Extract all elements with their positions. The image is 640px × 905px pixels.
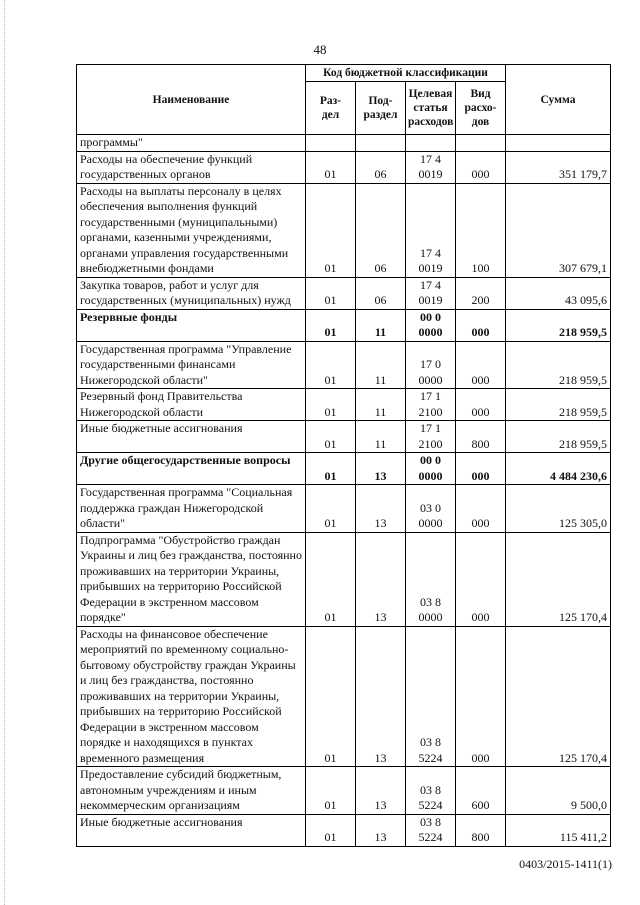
row-vid: 800 bbox=[456, 814, 506, 846]
row-vid bbox=[456, 135, 506, 152]
row-sum: 218 959,5 bbox=[506, 309, 611, 341]
row-sum: 125 170,4 bbox=[506, 626, 611, 767]
row-razdel bbox=[306, 135, 356, 152]
row-razdel: 01 bbox=[306, 341, 356, 389]
row-vid: 000 bbox=[456, 341, 506, 389]
row-podrazdel: 11 bbox=[356, 341, 406, 389]
row-podrazdel: 06 bbox=[356, 183, 406, 277]
header-name: Наименование bbox=[77, 65, 306, 135]
row-sum: 218 959,5 bbox=[506, 341, 611, 389]
row-sum: 307 679,1 bbox=[506, 183, 611, 277]
table-row bbox=[77, 389, 611, 421]
header-podrazdel: Под- раздел bbox=[356, 82, 406, 135]
row-sum: 125 305,0 bbox=[506, 485, 611, 533]
row-name: программы" bbox=[77, 135, 306, 152]
row-tselevaya: 17 0 0000 bbox=[406, 341, 456, 389]
row-tselevaya: 03 8 5224 bbox=[406, 767, 456, 815]
header-sum: Сумма bbox=[506, 65, 611, 135]
row-vid: 000 bbox=[456, 309, 506, 341]
row-name: Иные бюджетные ассигнования bbox=[77, 421, 306, 453]
table-row bbox=[77, 532, 611, 626]
row-razdel: 01 bbox=[306, 183, 356, 277]
row-vid: 000 bbox=[456, 532, 506, 626]
row-razdel: 01 bbox=[306, 421, 356, 453]
row-tselevaya: 00 0 0000 bbox=[406, 309, 456, 341]
document-code: 0403/2015-1411(1) bbox=[519, 857, 612, 871]
header-row-top bbox=[77, 65, 611, 82]
row-tselevaya bbox=[406, 135, 456, 152]
row-razdel: 01 bbox=[306, 626, 356, 767]
row-vid: 800 bbox=[456, 421, 506, 453]
row-podrazdel: 06 bbox=[356, 151, 406, 183]
row-razdel: 01 bbox=[306, 485, 356, 533]
row-razdel: 01 bbox=[306, 389, 356, 421]
row-podrazdel: 11 bbox=[356, 421, 406, 453]
table-row bbox=[77, 767, 611, 815]
row-tselevaya: 03 8 0000 bbox=[406, 532, 456, 626]
row-name: Закупка товаров, работ и услуг для государственных (муниципальных) нужд bbox=[77, 277, 306, 309]
row-razdel: 01 bbox=[306, 453, 356, 485]
row-sum: 125 170,4 bbox=[506, 532, 611, 626]
row-tselevaya: 17 1 2100 bbox=[406, 389, 456, 421]
row-vid: 100 bbox=[456, 183, 506, 277]
row-vid: 200 bbox=[456, 277, 506, 309]
row-podrazdel: 13 bbox=[356, 453, 406, 485]
row-razdel: 01 bbox=[306, 277, 356, 309]
table-row bbox=[77, 626, 611, 767]
row-tselevaya: 17 4 0019 bbox=[406, 183, 456, 277]
row-podrazdel: 13 bbox=[356, 767, 406, 815]
row-podrazdel: 13 bbox=[356, 626, 406, 767]
header-razdel: Раз- дел bbox=[306, 82, 356, 135]
row-tselevaya: 17 4 0019 bbox=[406, 277, 456, 309]
table-row bbox=[77, 135, 611, 152]
page-number: 48 bbox=[313, 42, 327, 57]
row-podrazdel: 06 bbox=[356, 277, 406, 309]
row-sum bbox=[506, 135, 611, 152]
row-vid: 000 bbox=[456, 389, 506, 421]
table-row bbox=[77, 183, 611, 277]
row-name: Государственная программа "Управление государственными финансами Нижегородской области" bbox=[77, 341, 306, 389]
row-name: Расходы на выплаты персоналу в целях обеспечения выполнения функций государственными (муниципальными) органами, казенными учреждениями, органами управления государственными внебюджетными фондами bbox=[77, 183, 306, 277]
row-tselevaya: 00 0 0000 bbox=[406, 453, 456, 485]
row-razdel: 01 bbox=[306, 151, 356, 183]
row-tselevaya: 17 4 0019 bbox=[406, 151, 456, 183]
table-row bbox=[77, 453, 611, 485]
row-name: Предоставление субсидий бюджетным, автономным учреждениям и иным некоммерческим организациям bbox=[77, 767, 306, 815]
row-name: Расходы на обеспечение функций государственных органов bbox=[77, 151, 306, 183]
row-podrazdel: 13 bbox=[356, 532, 406, 626]
row-name: Резервные фонды bbox=[77, 309, 306, 341]
table-row bbox=[77, 151, 611, 183]
table-body bbox=[77, 135, 611, 847]
row-razdel: 01 bbox=[306, 532, 356, 626]
row-podrazdel: 13 bbox=[356, 814, 406, 846]
table-row bbox=[77, 341, 611, 389]
row-podrazdel: 11 bbox=[356, 389, 406, 421]
row-sum: 4 484 230,6 bbox=[506, 453, 611, 485]
row-vid: 000 bbox=[456, 626, 506, 767]
table-header bbox=[77, 65, 611, 135]
row-sum: 43 095,6 bbox=[506, 277, 611, 309]
row-tselevaya: 03 0 0000 bbox=[406, 485, 456, 533]
row-razdel: 01 bbox=[306, 309, 356, 341]
row-vid: 000 bbox=[456, 485, 506, 533]
row-name: Государственная программа "Социальная поддержка граждан Нижегородской области" bbox=[77, 485, 306, 533]
table-row bbox=[77, 309, 611, 341]
table-row bbox=[77, 421, 611, 453]
row-sum: 218 959,5 bbox=[506, 389, 611, 421]
row-vid: 600 bbox=[456, 767, 506, 815]
row-name: Расходы на финансовое обеспечение мероприятий по временному социально-бытовому обустройству граждан Украины и лиц без гражданства, постоянно проживавших на территории Украины, прибывших на территорию Российской Федерации в экстренном массовом порядке и находящихся в пунктах временного размещения bbox=[77, 626, 306, 767]
row-sum: 9 500,0 bbox=[506, 767, 611, 815]
row-tselevaya: 03 8 5224 bbox=[406, 814, 456, 846]
row-vid: 000 bbox=[456, 453, 506, 485]
header-tselevaya: Целевая статья расходов bbox=[406, 82, 456, 135]
row-podrazdel: 11 bbox=[356, 309, 406, 341]
header-vid: Вид расхо- дов bbox=[456, 82, 506, 135]
table-row bbox=[77, 485, 611, 533]
row-sum: 218 959,5 bbox=[506, 421, 611, 453]
row-sum: 351 179,7 bbox=[506, 151, 611, 183]
budget-table bbox=[76, 64, 611, 847]
table-row bbox=[77, 277, 611, 309]
row-sum: 115 411,2 bbox=[506, 814, 611, 846]
row-razdel: 01 bbox=[306, 814, 356, 846]
scan-edge-line bbox=[4, 0, 5, 905]
row-vid: 000 bbox=[456, 151, 506, 183]
row-tselevaya: 17 1 2100 bbox=[406, 421, 456, 453]
row-name: Резервный фонд Правительства Нижегородской области bbox=[77, 389, 306, 421]
row-tselevaya: 03 8 5224 bbox=[406, 626, 456, 767]
header-code-group: Код бюджетной классификации bbox=[306, 65, 506, 82]
row-name: Иные бюджетные ассигнования bbox=[77, 814, 306, 846]
row-razdel: 01 bbox=[306, 767, 356, 815]
row-podrazdel: 13 bbox=[356, 485, 406, 533]
table-row bbox=[77, 814, 611, 846]
row-podrazdel bbox=[356, 135, 406, 152]
row-name: Другие общегосударственные вопросы bbox=[77, 453, 306, 485]
row-name: Подпрограмма "Обустройство граждан Украины и лиц без гражданства, постоянно проживавших на территории Украины, прибывших на территорию Российской Федерации в экстренном массовом порядке" bbox=[77, 532, 306, 626]
